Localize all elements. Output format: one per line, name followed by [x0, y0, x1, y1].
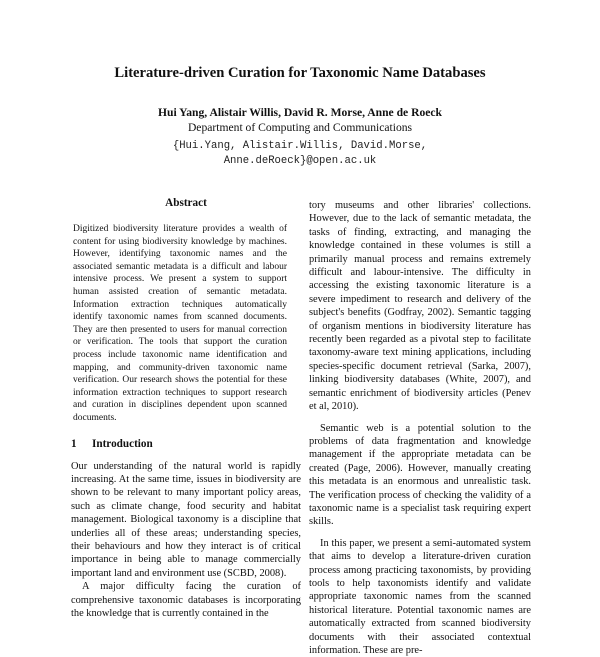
intro-paragraph-1: Our understanding of the natural world is rapidly increasing. At the same time, issues in biodiversity are shown to be relevant to many important policy areas, such as climate change, food security and habitat management. Biological taxonomy is a discipline that underlies all of these areas; understanding species, their behaviours and how they interact is of critical importance in being able to manage commercially important land and environment use (SCBD, 2008). [71, 460, 301, 579]
affiliation: Department of Computing and Communications [187, 121, 413, 134]
right-paragraph-1: tory museums and other libraries' collections. However, due to the lack of semantic metadata, the tasks of finding, extracting, and managing the knowledge contained in these volumes is still a primarily manual process and remains extremely difficult and labour-intensive. The difficulty in accessing the existing taxonomic literature is a severe impediment to research and delivery of the subject's benefits (Godfray, 2002). Semantic tagging of organism mentions in biodiversity literature has recently been regarded as a pivotal step to facilitate taxonomy-aware text mining applications, including species-specific document retrieval (Sarka, 2007), linking biodiversity databases (White, 2007), and semantic enrichment of biodiversity articles (Penev et al, 2010). [309, 200, 531, 413]
right-paragraph-2: Semantic web is a potential solution to the problems of data fragmentation and knowledge management if the appropriate metadata can be created (Page, 2006). However, manually creating this metadata is an enormous and unrealistic task. The verification process of checking the validity of a taxonomic name is a specialist task requiring expert skills. [309, 422, 531, 528]
abstract-heading: Abstract [165, 197, 207, 209]
email-line-2: Anne.deRoeck}@open.ac.uk [223, 155, 377, 167]
right-paragraph-3: In this paper, we present a semi-automated system that aims to develop a literature-driven curation process among practicing taxonomists, by providing tools to help taxonomists identify and validate appropriate taxonomic names from the scanned historical literature. Potential taxonomic names are automatically extracted from scanned biodiversity documents with their associated contextual information. These are pre- [309, 537, 531, 656]
email-line-1: {Hui.Yang, Alistair.Willis, David.Morse, [172, 140, 428, 152]
abstract-text: Digitized biodiversity literature provides a wealth of content for using biodiversity knowledge by machines. However, identifying taxonomic names and the associated semantic metadata is a difficult and labour intensive process. We present a system to support human assisted creation of semantic metadata. Information extraction techniques automatically identify taxonomic names from scanned documents. They are then presented to users for manual correction or verification. The tools that support the curation process include taxonomic name identification and mapping, and community-driven taxonomic name verification. Our research shows the potential for these information extraction techniques to support research and curation in disciplines dependent upon scanned documents. [73, 224, 287, 423]
paper-title: Literature-driven Curation for Taxonomic Name Databases [114, 65, 486, 81]
left-column [71, 196, 301, 620]
intro-paragraph-2: A major difficulty facing the curation of comprehensive taxonomic databases is incorporating the knowledge that is currently contained in the [71, 581, 301, 619]
section-title: Introduction [92, 437, 153, 450]
author-emails [0, 139, 600, 169]
section-number: 1 [71, 437, 77, 450]
author-list: Hui Yang, Alistair Willis, David R. Morse, Anne de Roeck [158, 106, 442, 119]
right-column [309, 199, 531, 657]
section-heading-introduction [71, 437, 301, 451]
